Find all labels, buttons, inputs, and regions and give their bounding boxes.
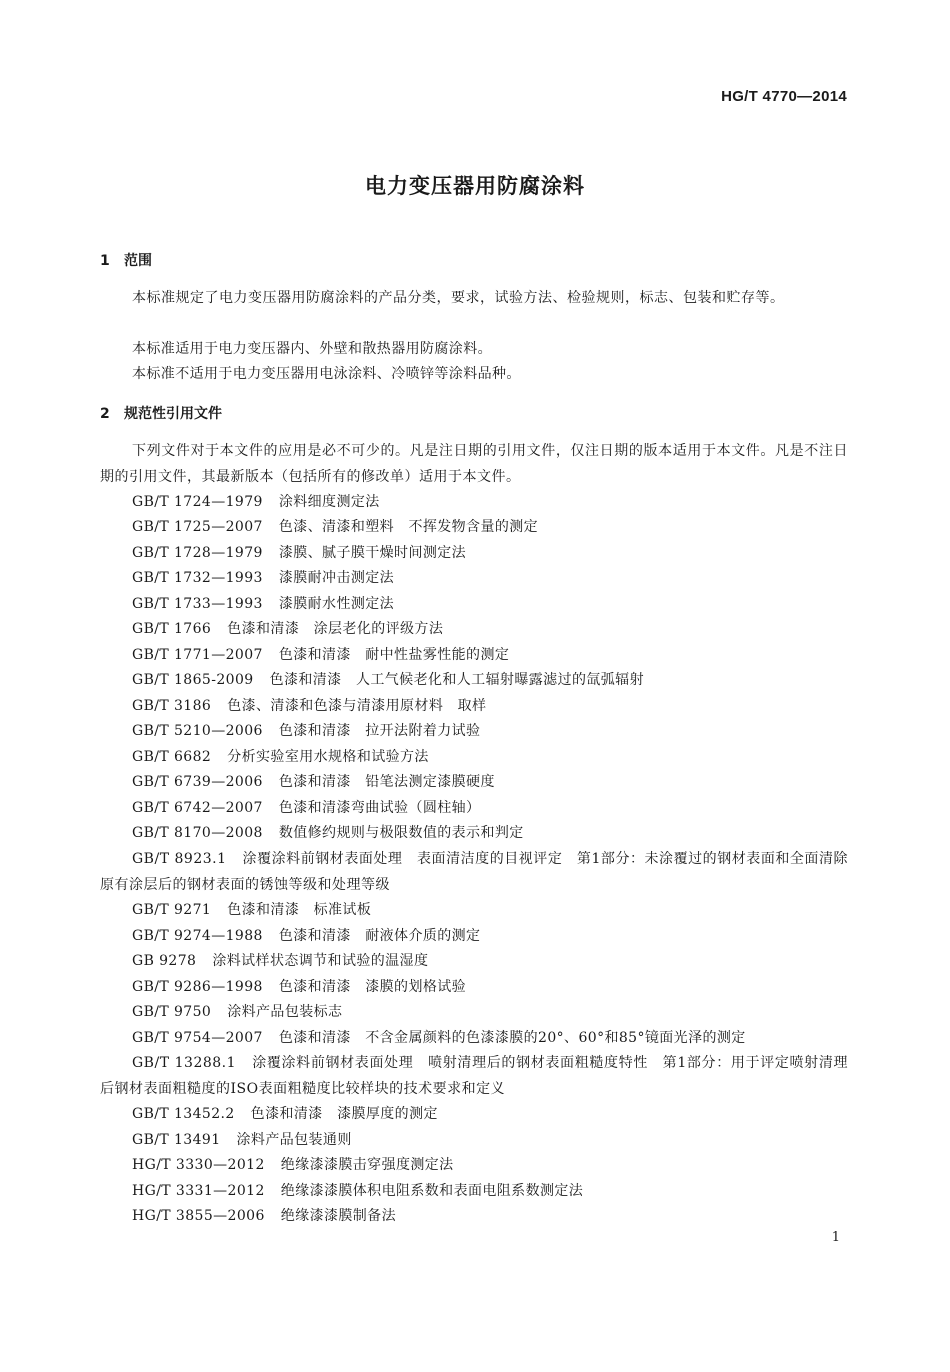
reference-code: GB/T 1865-2009 xyxy=(132,672,254,688)
reference-title: 色漆和清漆 拉开法附着力试验 xyxy=(278,723,481,739)
reference-item xyxy=(100,821,848,847)
reference-code: GB/T 9754—2007 xyxy=(132,1030,263,1046)
section-title: 规范性引用文件 xyxy=(124,406,222,422)
reference-item xyxy=(100,770,848,796)
reference-code: GB/T 6739—2006 xyxy=(132,774,263,790)
reference-item xyxy=(100,1026,848,1052)
reference-item xyxy=(100,796,848,822)
reference-title: 色漆和清漆 漆膜厚度的测定 xyxy=(250,1106,438,1122)
reference-title: 涂料产品包装通则 xyxy=(236,1132,352,1148)
reference-title: 色漆和清漆 耐中性盐雾性能的测定 xyxy=(278,647,510,663)
reference-item xyxy=(100,1051,848,1102)
reference-title: 色漆、清漆和色漆与清漆用原材料 取样 xyxy=(227,698,487,714)
reference-title: 涂料试样状态调节和试验的温湿度 xyxy=(212,953,429,969)
reference-title: 数值修约规则与极限数值的表示和判定 xyxy=(278,825,524,841)
reference-title: 绝缘漆漆膜击穿强度测定法 xyxy=(280,1157,454,1173)
reference-title: 涂料细度测定法 xyxy=(278,494,380,510)
reference-item xyxy=(100,1000,848,1026)
reference-title: 色漆和清漆 漆膜的划格试验 xyxy=(278,979,467,995)
reference-item xyxy=(100,1102,848,1128)
reference-title: 分析实验室用水规格和试验方法 xyxy=(227,749,429,765)
reference-item xyxy=(100,1204,848,1230)
scope-paragraph: 本标准规定了电力变压器用防腐涂料的产品分类，要求，试验方法、检验规则，标志、包装和贮存等。 xyxy=(132,290,785,306)
reference-item xyxy=(100,592,848,618)
reference-item xyxy=(100,975,848,1001)
reference-code: GB/T 1732—1993 xyxy=(132,570,263,586)
reference-code: GB/T 8170—2008 xyxy=(132,825,263,841)
section-number: 2 xyxy=(100,406,110,422)
reference-code: GB/T 1728—1979 xyxy=(132,545,263,561)
reference-item xyxy=(100,694,848,720)
reference-code: HG/T 3331—2012 xyxy=(132,1183,265,1199)
reference-code: GB/T 9286—1998 xyxy=(132,979,263,995)
reference-code: GB/T 8923.1 xyxy=(132,851,227,867)
reference-item xyxy=(100,1128,848,1154)
reference-title: 漆膜耐水性测定法 xyxy=(278,596,395,612)
reference-item xyxy=(100,924,848,950)
reference-code: GB/T 13491 xyxy=(132,1132,221,1148)
reference-item xyxy=(100,643,848,669)
reference-code: GB/T 1771—2007 xyxy=(132,647,263,663)
reference-code: HG/T 3855—2006 xyxy=(132,1208,265,1224)
reference-item xyxy=(100,541,848,567)
reference-code: GB/T 13452.2 xyxy=(132,1106,235,1122)
reference-item xyxy=(100,617,848,643)
reference-title: 绝缘漆漆膜体积电阻系数和表面电阻系数测定法 xyxy=(280,1183,584,1199)
reference-title: 色漆和清漆 耐液体介质的测定 xyxy=(278,928,481,944)
reference-title: 色漆和清漆 不含金属颜料的色漆漆膜的20°、60°和85°镜面光泽的测定 xyxy=(278,1030,746,1046)
reference-item xyxy=(100,515,848,541)
section-1-heading xyxy=(100,250,152,270)
section-2-heading xyxy=(100,403,222,423)
reference-code: GB/T 6742—2007 xyxy=(132,800,263,816)
reference-item xyxy=(100,719,848,745)
reference-title: 涂料产品包装标志 xyxy=(227,1004,343,1020)
reference-item xyxy=(100,898,848,924)
scope-paragraph: 本标准不适用于电力变压器用电泳涂料、冷喷锌等涂料品种。 xyxy=(132,366,521,382)
section-number: 1 xyxy=(100,253,110,269)
reference-code: GB/T 3186 xyxy=(132,698,212,714)
references-intro: 下列文件对于本文件的应用是必不可少的。凡是注日期的引用文件，仅注日期的版本适用于本文件。凡是不注日期的引用文件，其最新版本（包括所有的修改单）适用于本文件。 xyxy=(100,443,848,485)
reference-item xyxy=(100,847,848,898)
reference-code: GB 9278 xyxy=(132,953,197,969)
reference-title: 色漆、清漆和塑料 不挥发物含量的测定 xyxy=(278,519,539,535)
reference-title: 色漆和清漆 标准试板 xyxy=(227,902,372,918)
reference-code: GB/T 13288.1 xyxy=(132,1055,237,1071)
reference-item xyxy=(100,490,848,516)
scope-paragraph: 本标准适用于电力变压器内、外壁和散热器用防腐涂料。 xyxy=(132,341,492,357)
reference-item xyxy=(100,949,848,975)
reference-title: 漆膜耐冲击测定法 xyxy=(278,570,395,586)
reference-title: 涂覆涂料前钢材表面处理 表面清洁度的目视评定 第1部分：未涂覆过的钢材表面和全面清除原有涂层后的钢材表面的锈蚀等级和处理等级 xyxy=(100,851,849,893)
reference-title: 色漆和清漆弯曲试验（圆柱轴） xyxy=(278,800,481,816)
reference-code: GB/T 9274—1988 xyxy=(132,928,263,944)
reference-code: GB/T 6682 xyxy=(132,749,212,765)
reference-item xyxy=(100,1153,848,1179)
reference-code: HG/T 3330—2012 xyxy=(132,1157,265,1173)
standard-code: HG/T 4770—2014 xyxy=(721,88,847,105)
reference-item xyxy=(100,668,848,694)
document-title: 电力变压器用防腐涂料 xyxy=(365,174,585,198)
page-number: 1 xyxy=(831,1230,840,1245)
section-title: 范围 xyxy=(124,253,152,269)
reference-item xyxy=(100,566,848,592)
reference-item xyxy=(100,1179,848,1205)
reference-code: GB/T 1725—2007 xyxy=(132,519,263,535)
reference-code: GB/T 5210—2006 xyxy=(132,723,263,739)
reference-code: GB/T 1766 xyxy=(132,621,212,637)
reference-title: 色漆和清漆 涂层老化的评级方法 xyxy=(227,621,444,637)
reference-title: 漆膜、腻子膜干燥时间测定法 xyxy=(278,545,467,561)
reference-code: GB/T 9271 xyxy=(132,902,212,918)
reference-code: GB/T 9750 xyxy=(132,1004,212,1020)
reference-code: GB/T 1724—1979 xyxy=(132,494,263,510)
reference-title: 绝缘漆漆膜制备法 xyxy=(280,1208,396,1224)
reference-title: 色漆和清漆 人工气候老化和人工辐射曝露滤过的氙弧辐射 xyxy=(269,672,644,688)
reference-code: GB/T 1733—1993 xyxy=(132,596,263,612)
reference-item xyxy=(100,745,848,771)
reference-title: 涂覆涂料前钢材表面处理 喷射清理后的钢材表面粗糙度特性 第1部分：用于评定喷射清理后钢材表面粗糙度的ISO表面粗糙度比较样块的技术要求和定义 xyxy=(100,1055,848,1097)
reference-title: 色漆和清漆 铅笔法测定漆膜硬度 xyxy=(278,774,495,790)
